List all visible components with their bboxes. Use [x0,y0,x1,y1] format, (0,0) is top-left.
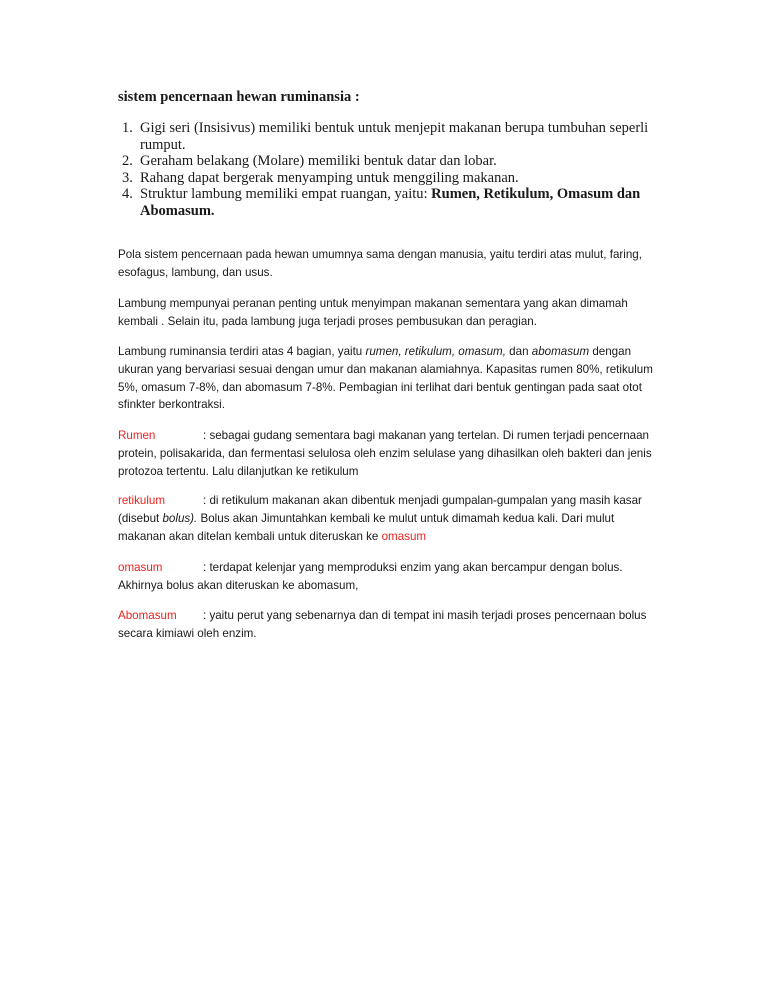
term-retikulum: retikulum [118,494,166,507]
term-omasum-ref: omasum [381,529,427,543]
paragraph-lambung-parts [118,343,658,414]
definition-rumen: : sebagai gudang sementara bagi makanan yang tertelan. Di rumen terjadi pencernaan protein, polisakarida, dan fermentasi selulosa oleh enzim selulase yang dihasilkan oleh bakteri dan jenis protozoa tertentu. Lalu dilanjutkan ke retikulum [118,429,652,478]
paragraph-abomasum [118,607,658,643]
paragraph-lambung: Lambung mempunyai peranan penting untuk menyimpan makanan sementara yang akan dimamah kembali . Selain itu, pada lambung juga terjadi proses pembusukan dan peragian. [118,297,628,328]
list-text: Gigi seri (Insisivus) memiliki bentuk untuk menjepit makanan berupa tumbuhan seperli rumput. [140,120,649,153]
definition-abomasum: : yaitu perut yang sebenarnya dan di tempat ini masih terjadi proses pencernaan bolus secara kimiawi oleh enzim. [118,609,647,640]
paragraph-retikulum [118,492,658,545]
list-item [118,120,658,153]
paragraph-omasum [118,559,658,595]
list-bold-text: Rumen, Retikulum, Omasum dan Abomasum. [140,186,641,219]
paragraph-rumen [118,427,658,480]
list-text: Struktur lambung memiliki empat ruangan, yaitu: [140,186,432,202]
definition-omasum: : terdapat kelenjar yang memproduksi enzim yang akan bercampur dengan bolus. Akhirnya bolus akan diteruskan ke abomasum, [118,561,623,592]
paragraph-text: dengan ukuran yang bervariasi sesuai dengan umur dan makanan alamiahnya. Kapasitas rumen 80%, retikulum 5%, omasum 7-8%, dan abomasum 7-8%. Pembagian ini terlihat dari bentuk gentingan pada saat otot sfinkter berkontraksi. [118,345,653,412]
definition-retikulum-cont: Bolus akan Jimuntahkan kembali ke mulut untuk dimamah kedua kali. Dari mulut makanan akan ditelan kembali untuk diteruskan ke [118,511,615,543]
list-item [118,186,658,219]
definition-retikulum: : di retikulum makanan akan dibentuk menjadi gumpalan-gumpalan yang masih kasar (disebut [118,494,642,525]
paragraph-italic: rumen, retikulum, omasum, [365,345,506,358]
paragraph-general: Pola sistem pencernaan pada hewan umumnya sama dengan manusia, yaitu terdiri atas mulut, faring, esofagus, lambung, dan usus. [118,248,642,279]
list-number: 3. [122,169,133,186]
term-rumen: Rumen [118,429,156,442]
document-title: sistem pencernaan hewan ruminansia : [118,89,360,105]
list-text: Rahang dapat bergerak menyamping untuk menggiling makanan. [140,169,519,186]
list-number: 1. [122,120,133,136]
ruminant-features-list [118,120,658,219]
list-text: Geraham belakang (Molare) memiliki bentuk datar dan lobar. [140,153,497,169]
paragraph-text: Lambung ruminansia terdiri atas 4 bagian, yaitu [118,345,366,358]
term-omasum: omasum [118,561,163,574]
list-number: 4. [122,186,133,202]
definition-italic: bolus). [162,511,198,525]
list-number: 2. [122,153,133,169]
list-item [118,170,658,187]
list-item [118,153,658,170]
term-abomasum: Abomasum [118,609,177,622]
paragraph-text: dan [505,345,532,358]
paragraph-italic: abomasum [531,345,590,358]
